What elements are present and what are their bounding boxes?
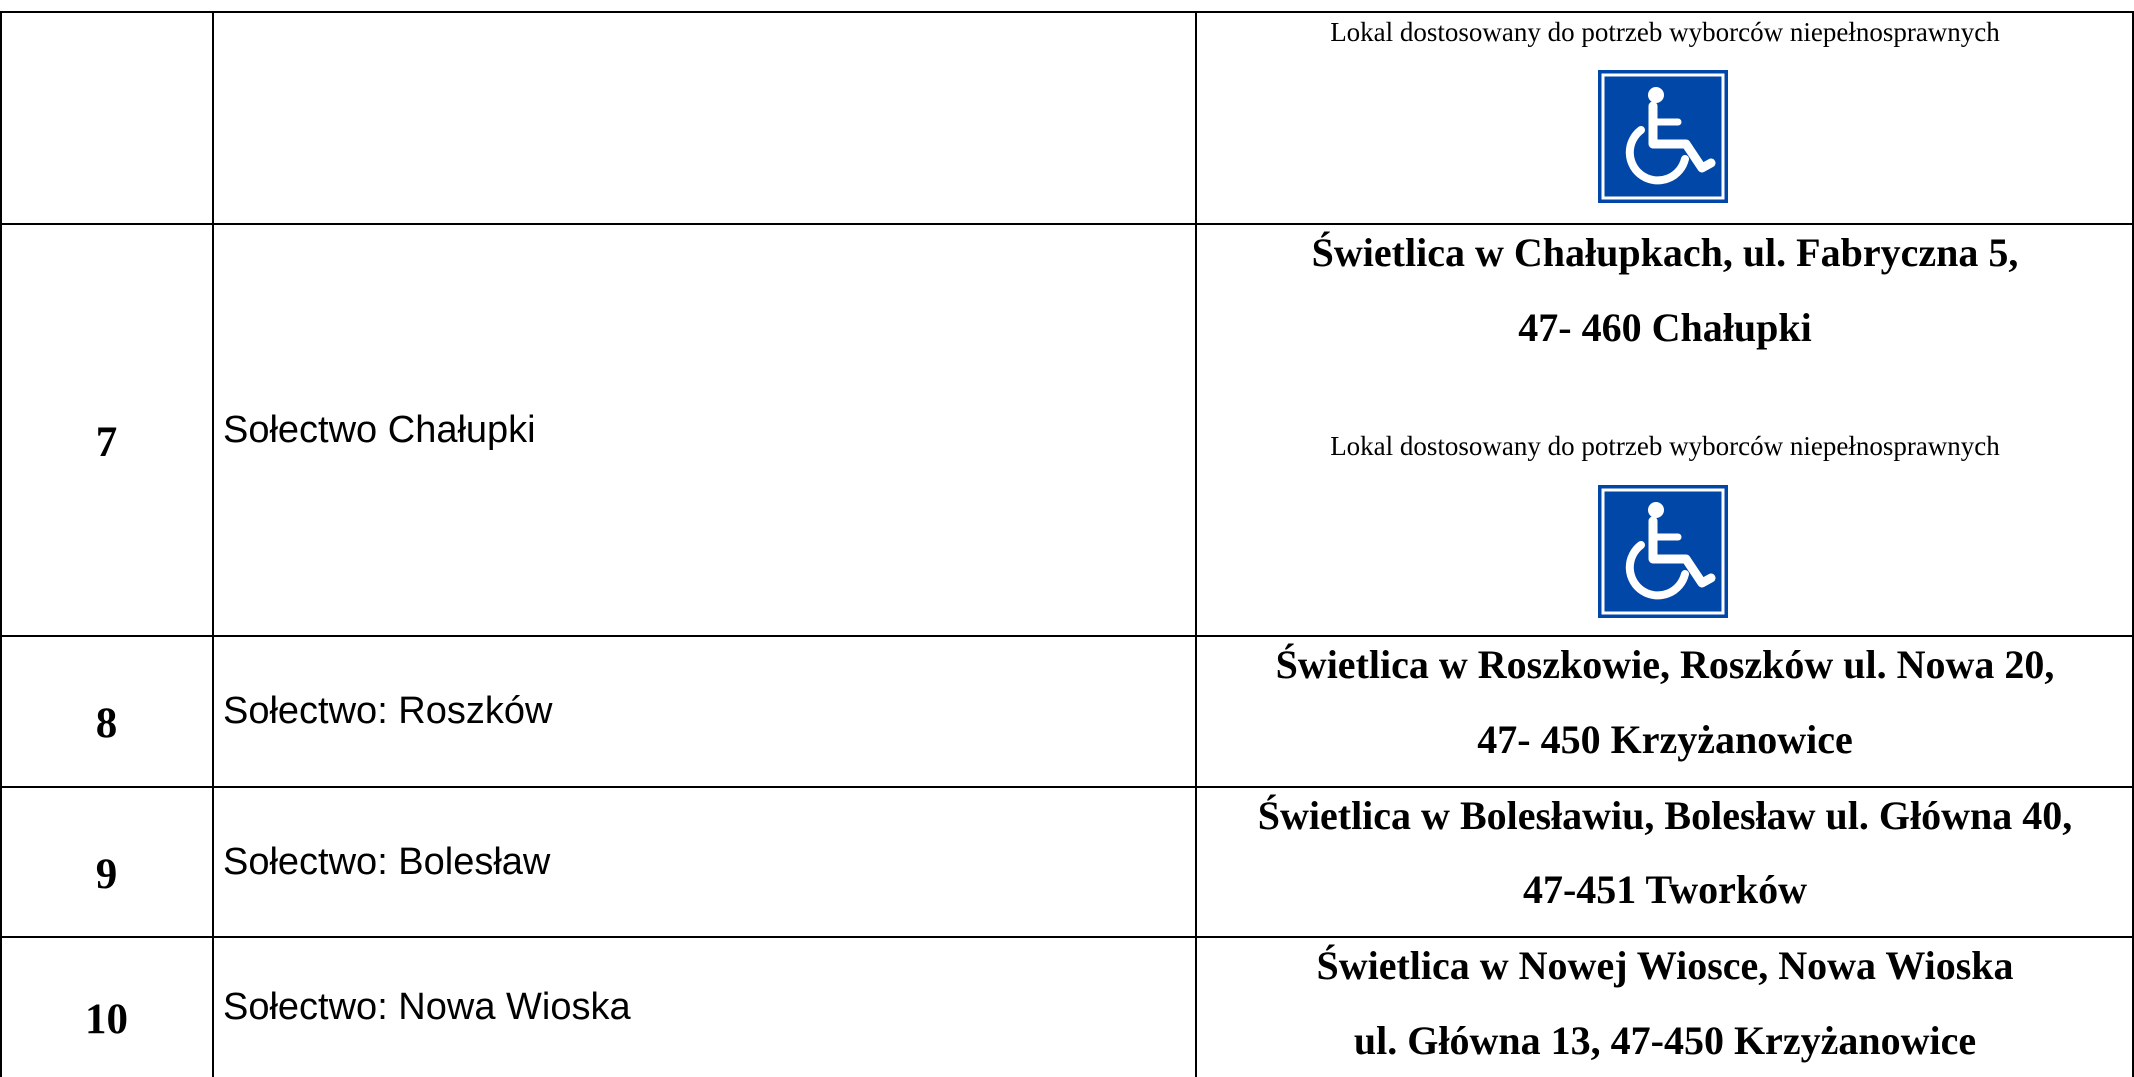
accessibility-note: Lokal dostosowany do potrzeb wyborców niepełnosprawnych (1330, 431, 2000, 461)
row-number-cell (0, 12, 213, 224)
district-name-cell (213, 787, 1196, 937)
table-row (0, 787, 2134, 937)
table-row (0, 12, 2134, 224)
row-number-cell (0, 787, 213, 937)
row-number: 10 (85, 995, 128, 1043)
table-border (0, 223, 2134, 225)
address-line-1: Świetlica w Chałupkach, ul. Fabryczna 5, (1311, 230, 2019, 275)
table-border (0, 635, 2134, 637)
row-number-cell (0, 636, 213, 787)
row-number-cell (0, 224, 213, 636)
polling-station-cell (1196, 12, 2134, 224)
table-border (0, 12, 2, 1077)
address-line-1: Świetlica w Nowej Wiosce, Nowa Wioska (1316, 943, 2014, 988)
address-line-2: 47- 460 Chałupki (1518, 305, 1812, 350)
district-name-cell (213, 224, 1196, 636)
address-line-1: Świetlica w Bolesławiu, Bolesław ul. Główna 40, (1257, 793, 2073, 838)
polling-station-cell (1196, 937, 2134, 1077)
table-row (0, 636, 2134, 787)
table-border (0, 786, 2134, 788)
row-number-cell (0, 937, 213, 1077)
table-border (0, 11, 2134, 13)
address-line-1: Świetlica w Roszkowie, Roszków ul. Nowa 20, (1275, 642, 2055, 687)
row-number: 7 (95, 418, 118, 466)
district-name-cell (213, 12, 1196, 224)
wheelchair-accessible-icon (1598, 485, 1728, 618)
table-border (1195, 12, 1197, 1077)
address-line-2: ul. Główna 13, 47-450 Krzyżanowice (1353, 1018, 1977, 1063)
district-name-cell (213, 937, 1196, 1077)
polling-station-cell (1196, 636, 2134, 787)
district-name: Sołectwo: Nowa Wioska (223, 985, 631, 1028)
row-number: 8 (95, 700, 118, 747)
table-row (0, 937, 2134, 1077)
wheelchair-accessible-icon (1598, 70, 1728, 203)
accessibility-note: Lokal dostosowany do potrzeb wyborców niepełnosprawnych (1330, 17, 2000, 47)
district-name: Sołectwo Chałupki (223, 408, 536, 451)
district-name: Sołectwo: Roszków (223, 690, 553, 732)
table-row (0, 224, 2134, 636)
row-number: 9 (95, 850, 118, 898)
address-line-2: 47-451 Tworków (1522, 867, 1808, 912)
district-name-cell (213, 636, 1196, 787)
district-name: Sołectwo: Bolesław (223, 840, 551, 883)
table-border (212, 12, 214, 1077)
table-border (0, 936, 2134, 938)
polling-station-cell (1196, 787, 2134, 937)
polling-station-cell (1196, 224, 2134, 636)
address-line-2: 47- 450 Krzyżanowice (1477, 717, 1853, 762)
